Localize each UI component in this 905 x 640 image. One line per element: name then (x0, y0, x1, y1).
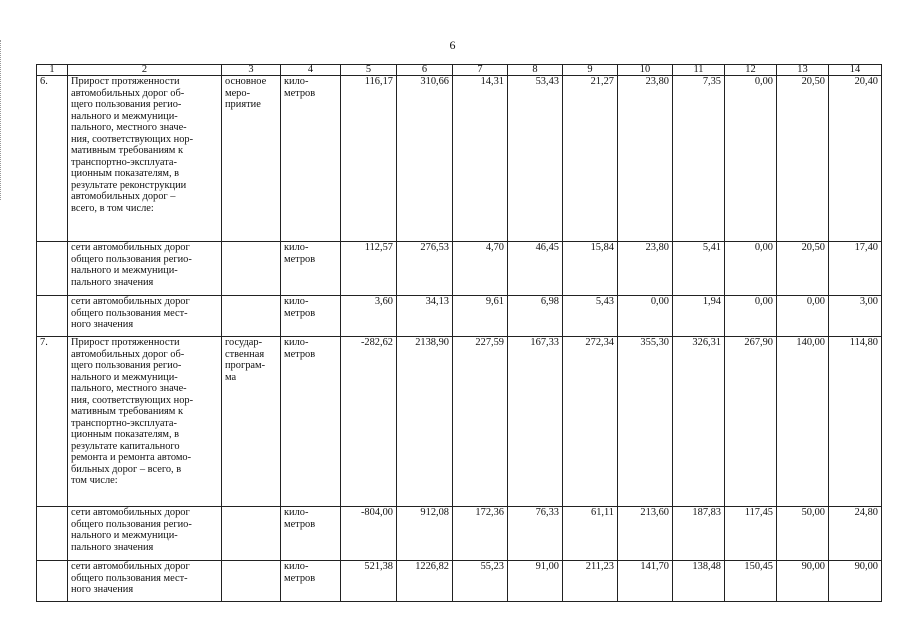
activity-type (222, 561, 281, 602)
unit-of-measure: кило- метров (281, 242, 341, 296)
table-row (37, 296, 882, 337)
value-col-9: 61,11 (563, 507, 618, 561)
indicator-name: Прирост протяженности автомобильных дорог об- щего пользования регио- нального и межмуници- пального, местного значе- ния, соответствующих нор- мативным требованиям к транспортно-эксплуата- ционным показателям, в результате реконструкции автомобильных дорог – всего, в том числе: (68, 76, 222, 242)
indicator-table (36, 64, 882, 602)
column-number-3: 3 (222, 65, 281, 76)
column-number-1: 1 (37, 65, 68, 76)
value-col-6: 34,13 (397, 296, 453, 337)
value-col-11: 5,41 (673, 242, 725, 296)
value-col-14: 17,40 (829, 242, 882, 296)
value-col-11: 187,83 (673, 507, 725, 561)
value-col-6: 912,08 (397, 507, 453, 561)
value-col-11: 7,35 (673, 76, 725, 242)
column-number-12: 12 (725, 65, 777, 76)
value-col-6: 310,66 (397, 76, 453, 242)
value-col-5: -804,00 (341, 507, 397, 561)
value-col-9: 272,34 (563, 337, 618, 507)
column-number-7: 7 (453, 65, 508, 76)
column-number-5: 5 (341, 65, 397, 76)
value-col-7: 9,61 (453, 296, 508, 337)
column-number-4: 4 (281, 65, 341, 76)
value-col-14: 20,40 (829, 76, 882, 242)
value-col-11: 1,94 (673, 296, 725, 337)
value-col-10: 141,70 (618, 561, 673, 602)
value-col-14: 90,00 (829, 561, 882, 602)
column-number-9: 9 (563, 65, 618, 76)
value-col-12: 267,90 (725, 337, 777, 507)
unit-of-measure: кило- метров (281, 296, 341, 337)
value-col-6: 2138,90 (397, 337, 453, 507)
page-number: 6 (449, 38, 456, 52)
value-col-11: 138,48 (673, 561, 725, 602)
activity-type: основное меро- приятие (222, 76, 281, 242)
unit-of-measure: кило- метров (281, 507, 341, 561)
value-col-13: 50,00 (777, 507, 829, 561)
column-number-14: 14 (829, 65, 882, 76)
value-col-10: 355,30 (618, 337, 673, 507)
row-number (37, 296, 68, 337)
value-col-14: 24,80 (829, 507, 882, 561)
table-row (37, 242, 882, 296)
value-col-12: 150,45 (725, 561, 777, 602)
value-col-12: 0,00 (725, 76, 777, 242)
row-number (37, 561, 68, 602)
unit-of-measure: кило- метров (281, 337, 341, 507)
column-number-13: 13 (777, 65, 829, 76)
activity-type (222, 242, 281, 296)
indicator-name: сети автомобильных дорог общего пользования регио- нального и межмуници- пального значения (68, 507, 222, 561)
value-col-13: 140,00 (777, 337, 829, 507)
value-col-7: 4,70 (453, 242, 508, 296)
row-number: 7. (37, 337, 68, 507)
value-col-13: 20,50 (777, 76, 829, 242)
column-number-8: 8 (508, 65, 563, 76)
value-col-14: 114,80 (829, 337, 882, 507)
value-col-5: 521,38 (341, 561, 397, 602)
row-number: 6. (37, 76, 68, 242)
indicator-name: сети автомобильных дорог общего пользования мест- ного значения (68, 561, 222, 602)
value-col-12: 0,00 (725, 296, 777, 337)
value-col-7: 14,31 (453, 76, 508, 242)
value-col-8: 91,00 (508, 561, 563, 602)
column-number-11: 11 (673, 65, 725, 76)
table-row (37, 76, 882, 242)
value-col-14: 3,00 (829, 296, 882, 337)
value-col-10: 23,80 (618, 76, 673, 242)
row-number (37, 507, 68, 561)
value-col-5: 112,57 (341, 242, 397, 296)
value-col-7: 55,23 (453, 561, 508, 602)
table-row (37, 561, 882, 602)
value-col-12: 117,45 (725, 507, 777, 561)
column-number-2: 2 (68, 65, 222, 76)
value-col-10: 213,60 (618, 507, 673, 561)
value-col-9: 211,23 (563, 561, 618, 602)
activity-type: государ- ственная програм- ма (222, 337, 281, 507)
indicator-name: сети автомобильных дорог общего пользования регио- нального и межмуници- пального значения (68, 242, 222, 296)
value-col-8: 76,33 (508, 507, 563, 561)
value-col-11: 326,31 (673, 337, 725, 507)
value-col-6: 276,53 (397, 242, 453, 296)
indicator-name: Прирост протяженности автомобильных дорог об- щего пользования регио- нального и межмуници- пального, местного значе- ния, соответствующих нор- мативным требованиям к транспортно-эксплуата- ционным показателям, в результате капитального ремонта и ремонта автомо- бильных дорог – всего, в том числе: (68, 337, 222, 507)
value-col-8: 53,43 (508, 76, 563, 242)
unit-of-measure: кило- метров (281, 561, 341, 602)
value-col-5: 3,60 (341, 296, 397, 337)
value-col-10: 0,00 (618, 296, 673, 337)
activity-type (222, 296, 281, 337)
value-col-13: 90,00 (777, 561, 829, 602)
value-col-7: 227,59 (453, 337, 508, 507)
table-row (37, 337, 882, 507)
value-col-13: 0,00 (777, 296, 829, 337)
value-col-7: 172,36 (453, 507, 508, 561)
value-col-6: 1226,82 (397, 561, 453, 602)
table-row (37, 507, 882, 561)
indicator-name: сети автомобильных дорог общего пользования мест- ного значения (68, 296, 222, 337)
row-number (37, 242, 68, 296)
value-col-13: 20,50 (777, 242, 829, 296)
value-col-10: 23,80 (618, 242, 673, 296)
value-col-5: -282,62 (341, 337, 397, 507)
value-col-12: 0,00 (725, 242, 777, 296)
value-col-9: 15,84 (563, 242, 618, 296)
value-col-8: 46,45 (508, 242, 563, 296)
unit-of-measure: кило- метров (281, 76, 341, 242)
scan-margin-mark (0, 40, 4, 200)
value-col-9: 5,43 (563, 296, 618, 337)
activity-type (222, 507, 281, 561)
value-col-9: 21,27 (563, 76, 618, 242)
value-col-5: 116,17 (341, 76, 397, 242)
column-number-6: 6 (397, 65, 453, 76)
column-number-10: 10 (618, 65, 673, 76)
value-col-8: 167,33 (508, 337, 563, 507)
value-col-8: 6,98 (508, 296, 563, 337)
column-number-row (37, 65, 882, 76)
